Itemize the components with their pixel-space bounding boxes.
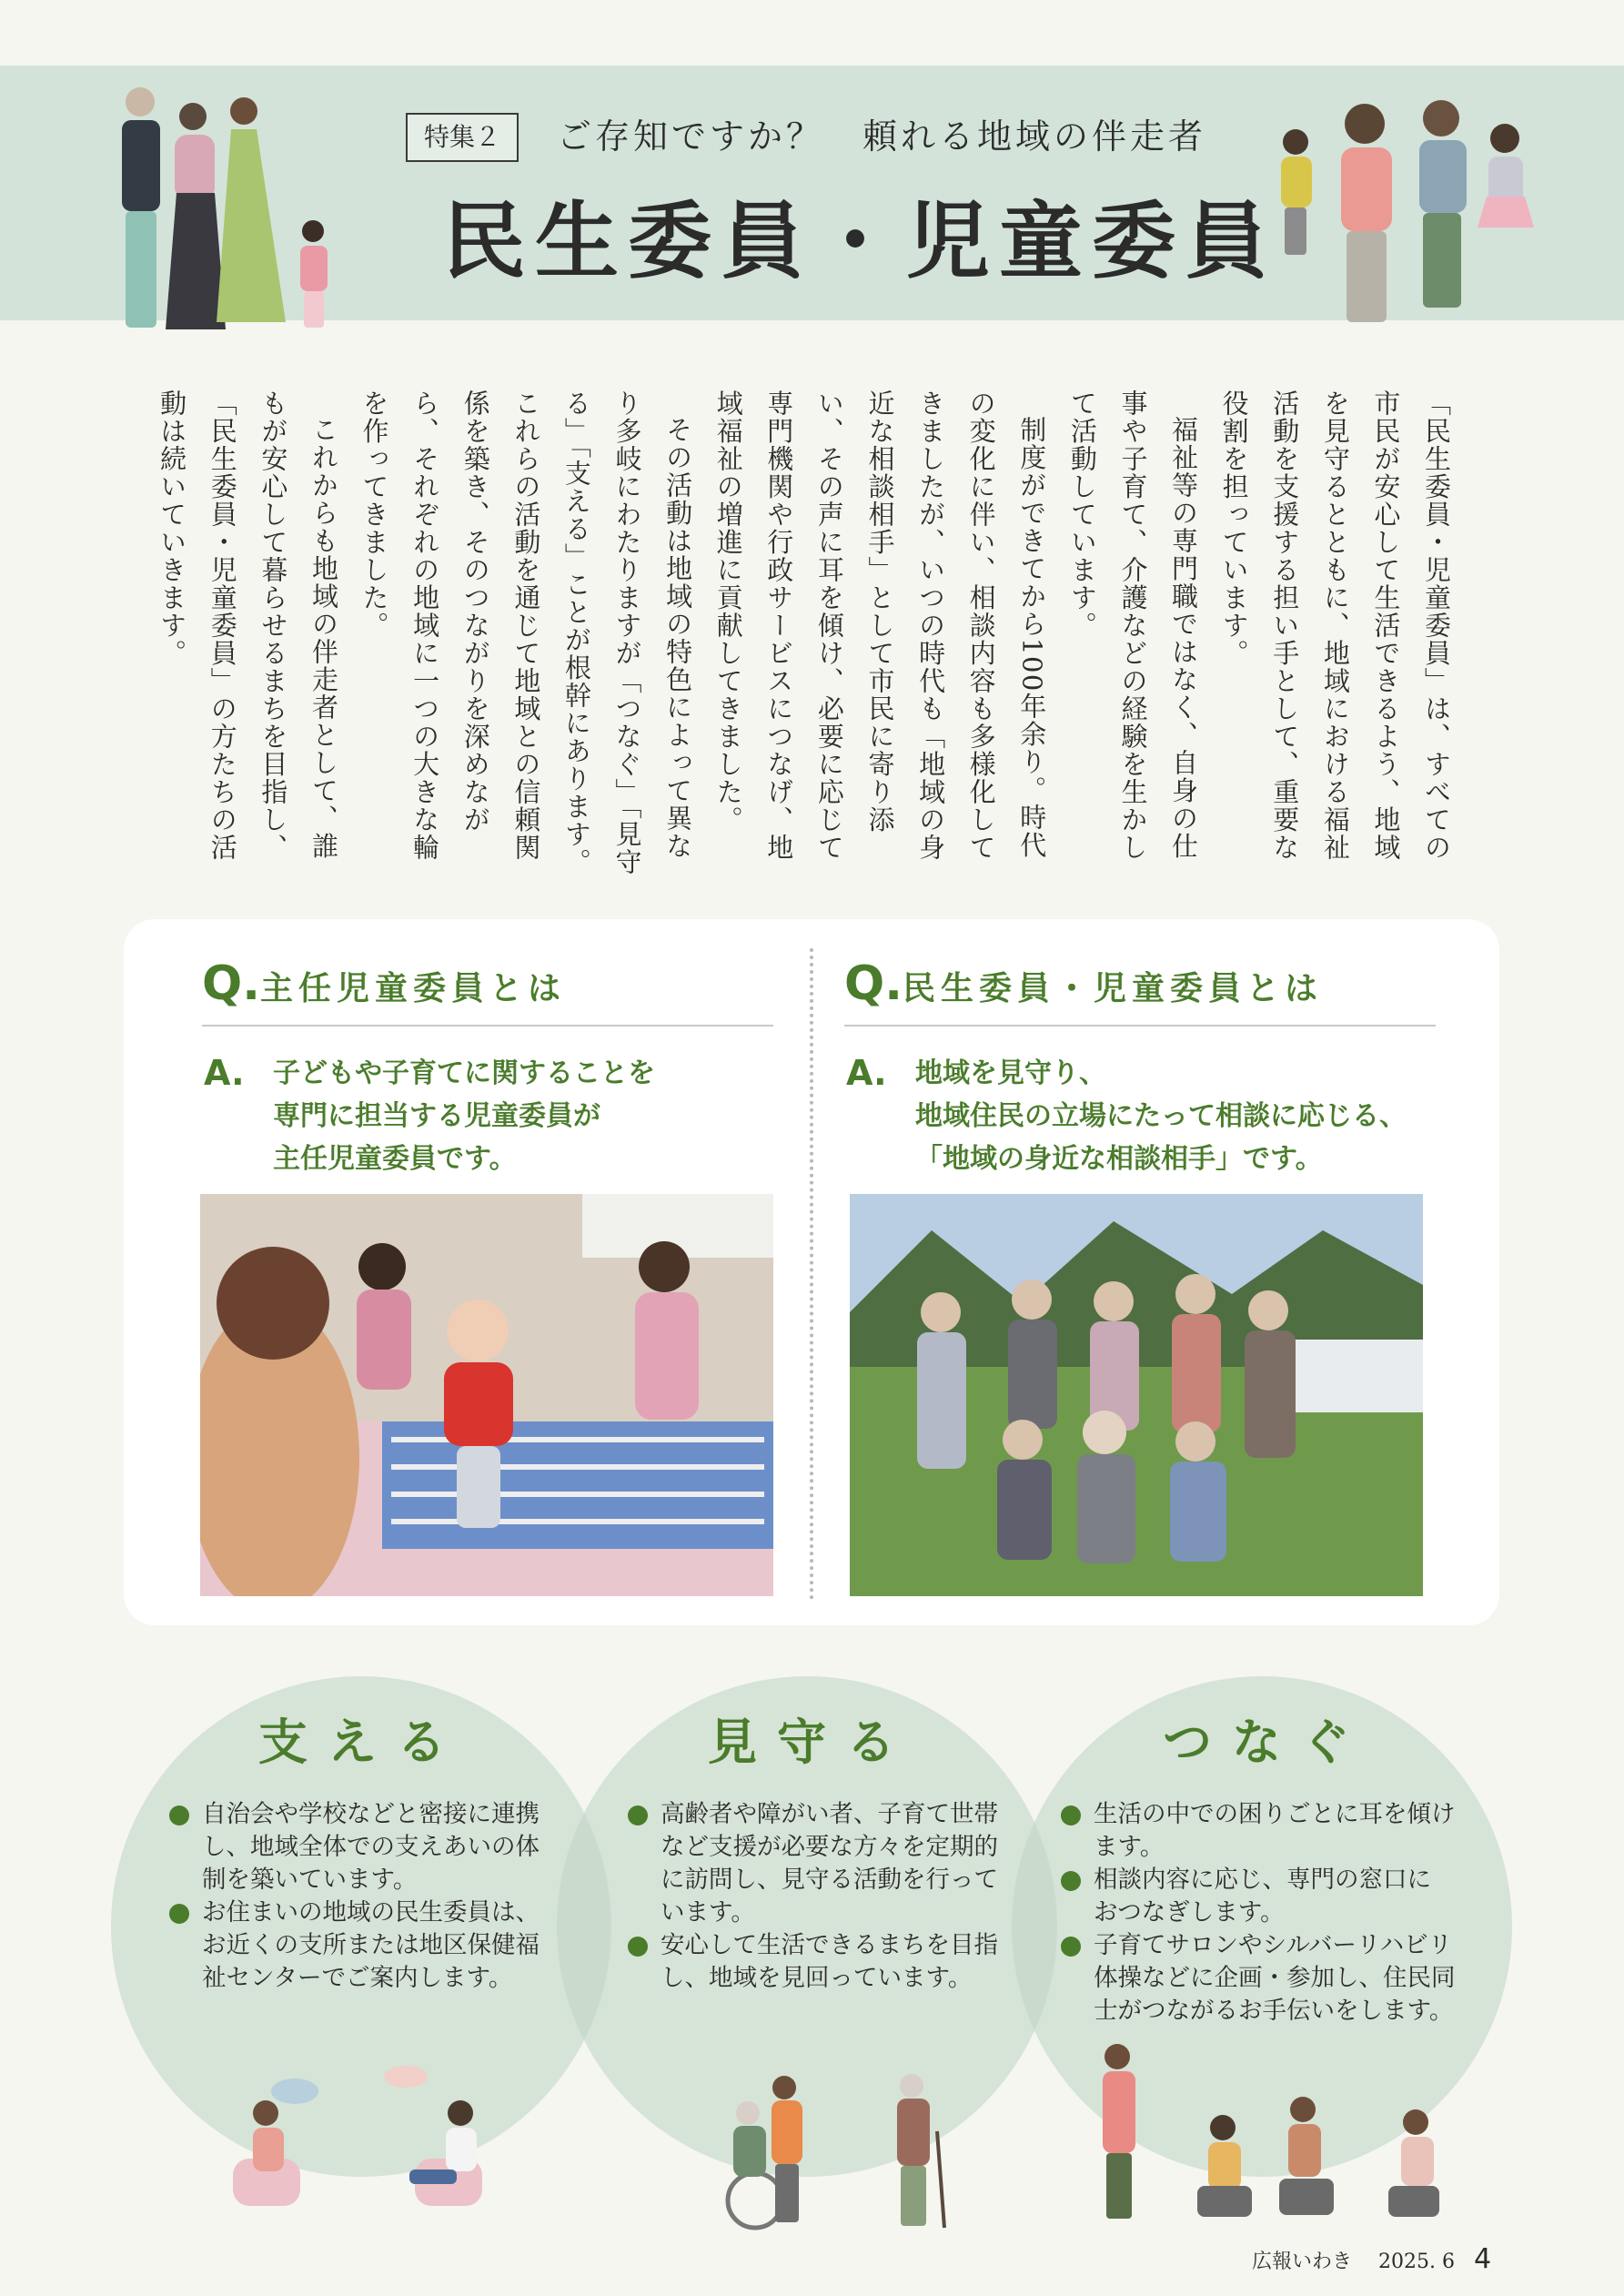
figure-head	[253, 2100, 278, 2126]
publication-name: 広報いわき	[1252, 2250, 1353, 2273]
figure-skirt	[166, 193, 226, 329]
figure-body	[1419, 140, 1467, 213]
figure-legs	[901, 2166, 926, 2226]
figure-body	[253, 2128, 284, 2171]
speech-bubble-icon	[271, 2079, 318, 2104]
figure-legs	[409, 2170, 457, 2184]
bullet-line: ます。	[1094, 1833, 1165, 1861]
figure-head	[1345, 104, 1385, 144]
figure-head	[900, 2074, 923, 2098]
feature-tag: 特集２	[406, 113, 519, 162]
bullet-line: 生活の中での困りごとに耳を傾け	[1094, 1800, 1456, 1828]
bullet-line: 高齢者や障がい者、子育て世帯	[661, 1800, 998, 1828]
role-title-watch: 見守る	[708, 1714, 915, 1771]
answer-text	[273, 1052, 655, 1180]
photo-greenhouse	[1277, 1340, 1423, 1412]
question-mark: Q.	[202, 956, 260, 1011]
bullet-line: し、地域全体での支えあいの体	[202, 1833, 540, 1861]
bullet-dot	[169, 1904, 189, 1924]
role-title-support: 支える	[258, 1714, 466, 1771]
figure-body	[1341, 147, 1392, 231]
figure-skirt	[1478, 197, 1534, 228]
figure-head	[1290, 2097, 1316, 2122]
figure-body	[897, 2099, 930, 2166]
figure-dress	[217, 129, 286, 322]
photo-child-legs	[457, 1446, 500, 1528]
question-heading	[202, 954, 766, 1014]
figure-body	[1103, 2071, 1135, 2153]
qa-divider	[810, 948, 813, 1600]
community-illustration	[1088, 2031, 1443, 2230]
bullet-line: おつなぎします。	[1094, 1898, 1285, 1927]
bullet-line: 自治会や学校などと密接に連携	[202, 1800, 540, 1828]
figure-head	[1105, 2044, 1130, 2069]
caregiver-illustration	[673, 2068, 955, 2231]
bullet-dot	[1061, 1805, 1081, 1826]
body-text	[156, 389, 1461, 881]
children-illustration	[1257, 91, 1545, 337]
answer-line: 子どもや子育てに関することを	[273, 1057, 655, 1089]
question-rule	[844, 1025, 1436, 1027]
bullet-line: に訪問し、見守る活動を行って	[661, 1866, 998, 1894]
bullet-line: 士がつながるお手伝いをします。	[1094, 1997, 1454, 2025]
figure-body	[1401, 2137, 1434, 2186]
answer-mark: A.	[204, 1053, 245, 1093]
question-text: 民生委員・児童委員とは	[902, 970, 1323, 1007]
figure-legs	[1285, 207, 1306, 255]
consultation-illustration	[215, 2058, 506, 2222]
family-illustration	[98, 84, 344, 340]
body-paragraph: これからも地域の伴走者として、誰もが安心して暮らせるまちを目指し、「民生委員・児童委員」の方たちの活動は続いていきます。	[156, 389, 339, 862]
answer-line: 地域住民の立場にたって相談に応じる、	[915, 1100, 1407, 1132]
bullet-dot	[1061, 1937, 1081, 1957]
figure-head	[302, 220, 324, 242]
figure-head	[772, 2076, 796, 2099]
answer-block	[846, 1052, 1447, 1188]
wheelchair-wheel	[728, 2173, 782, 2228]
photo-child-head	[447, 1300, 509, 1361]
answer-line: 専門に担当する児童委員が	[273, 1100, 600, 1132]
top-strip	[0, 0, 1624, 55]
bullet-line: 祉センターでご案内します。	[202, 1964, 513, 1992]
speech-bubble-icon	[384, 2066, 428, 2088]
answer-text	[915, 1052, 1407, 1180]
question-heading	[844, 954, 1463, 1014]
figure-head	[1490, 124, 1519, 153]
figure-body	[1288, 2124, 1321, 2177]
bullet-line: 安心して生活できるまちを目指	[661, 1931, 998, 1959]
bullet-line: し、地域を見回っています。	[661, 1964, 973, 1992]
chair	[1279, 2179, 1334, 2215]
answer-line: 主任児童委員です。	[273, 1143, 517, 1175]
figure-body	[1281, 157, 1312, 207]
answer-line: 「地域の身近な相談相手」です。	[915, 1143, 1323, 1175]
bullet-line: お近くの支所または地区保健福	[202, 1931, 540, 1959]
bullet-item	[1061, 1798, 1479, 1864]
figure-head	[1403, 2109, 1428, 2135]
question-mark: Q.	[844, 956, 903, 1011]
bullet-dot	[1061, 1871, 1081, 1891]
photo-adult-head	[358, 1243, 406, 1290]
figure-body	[733, 2126, 766, 2177]
chair	[1197, 2186, 1252, 2217]
body-paragraph: 制度ができてから100年余り。時代の変化に伴い、相談内容も多様化してきましたが、いつの時代も「地域の身近な相談相手」として市民に寄り添い、その声に耳を傾け、必要に応じて専門機関や行政サービスにつなげ、地域福祉の増進に貢献してきました。	[712, 389, 1048, 862]
cane-icon	[937, 2131, 944, 2228]
photo-person-head	[217, 1247, 329, 1360]
body-paragraph: その活動は地域の特色によって異なり多岐にわたりますが「つなぐ」「見守る」「支える」ことが根幹にあります。これらの活動を通じて地域との信頼関係を築き、そのつながりを深めながら、それぞれの地域に一つの大きな輪を作ってきました。	[358, 389, 694, 876]
body-paragraph: 「民生委員・児童委員」は、すべての市民が安心して生活できるよう、地域を見守るとともに、地域における福祉活動を支援する担い手として、重要な役割を担っています。	[1218, 389, 1452, 862]
bullet-dot	[169, 1805, 189, 1826]
role-bullets-support	[169, 1798, 560, 1995]
figure-body	[1208, 2142, 1241, 2190]
chair	[1388, 2186, 1439, 2217]
figure-legs	[775, 2164, 799, 2222]
figure-head	[1283, 129, 1308, 155]
bullet-line: 体操などに企画・参加し、住民同	[1094, 1964, 1456, 1992]
figure-legs	[1423, 213, 1461, 308]
figure-head	[230, 97, 257, 125]
figure-legs	[1347, 231, 1387, 322]
figure-head	[179, 103, 207, 130]
bullet-item	[628, 1929, 1019, 1995]
role-bullets-connect	[1061, 1798, 1479, 2028]
body-paragraph: 福祉等の専門職ではなく、自身の仕事や子育て、介護などの経験を生かして活動しています。	[1066, 389, 1200, 862]
figure-legs	[304, 291, 324, 328]
role-bullets-watch	[628, 1798, 1019, 1995]
bullet-line: 相談内容に応じ、専門の窓口に	[1094, 1866, 1431, 1894]
bullet-item	[1061, 1929, 1479, 2028]
bullet-line: など支援が必要な方々を定期的	[661, 1833, 998, 1861]
page-footer	[1252, 2237, 1534, 2282]
bullet-line: 子育てサロンやシルバーリハビリ	[1094, 1931, 1453, 1959]
photo-group-outdoors	[850, 1194, 1423, 1596]
page-title: 民生委員・児童委員	[442, 192, 1278, 290]
bullet-item	[628, 1798, 1019, 1929]
figure-legs	[126, 211, 156, 328]
figure-body	[122, 120, 160, 211]
photo-child-salon	[200, 1194, 773, 1596]
bullet-item	[169, 1798, 560, 1896]
question-rule	[202, 1025, 773, 1027]
photo-child-body	[444, 1362, 513, 1446]
answer-line: 地域を見守り、	[915, 1057, 1106, 1089]
answer-block	[204, 1052, 768, 1188]
figure-body	[175, 135, 215, 200]
bullet-line: います。	[661, 1898, 755, 1927]
role-title-connect: つなぐ	[1163, 1714, 1370, 1771]
figure-head	[448, 2100, 473, 2126]
bullet-dot	[628, 1805, 648, 1826]
photo-adult-head	[639, 1241, 690, 1292]
page-number: 4	[1474, 2243, 1492, 2275]
answer-mark: A.	[846, 1053, 887, 1093]
figure-head	[1210, 2115, 1236, 2140]
figure-head	[736, 2101, 760, 2125]
bullet-dot	[628, 1937, 648, 1957]
figure-head	[126, 87, 155, 116]
photo-adult	[635, 1292, 699, 1420]
bullet-line: 制を築いています。	[202, 1866, 418, 1894]
bullet-line: お住まいの地域の民生委員は、	[202, 1898, 540, 1927]
figure-body	[446, 2128, 477, 2171]
figure-head	[1423, 100, 1459, 137]
photo-adult	[357, 1290, 411, 1390]
bullet-item	[1061, 1864, 1479, 1929]
issue-date: 2025. 6	[1378, 2250, 1455, 2273]
bullet-item	[169, 1896, 560, 1995]
figure-legs	[1106, 2153, 1132, 2219]
question-text: 主任児童委員とは	[259, 970, 566, 1007]
figure-body	[772, 2100, 802, 2164]
page-subtitle: ご存知ですか？ 頼れる地域の伴走者	[557, 116, 1207, 157]
figure-body	[300, 246, 328, 291]
